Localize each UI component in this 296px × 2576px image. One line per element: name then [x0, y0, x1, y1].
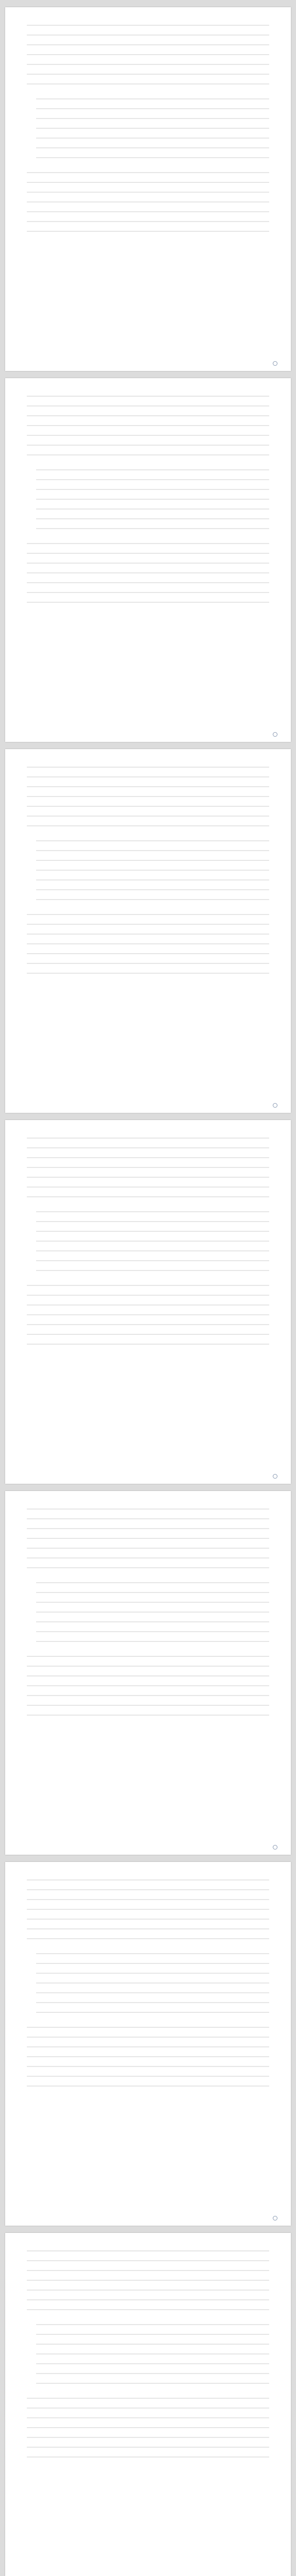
body-paragraph: [27, 1138, 269, 1206]
body-paragraph: [36, 1582, 269, 1651]
watermark-logo-icon: [273, 2216, 277, 2221]
body-paragraph: [27, 914, 269, 982]
watermark: [273, 1474, 279, 1479]
page-body: [27, 2250, 269, 2567]
watermark-logo-icon: [273, 1103, 277, 1108]
page-body: [27, 1879, 269, 2196]
watermark: [273, 361, 279, 366]
page-body: [27, 1509, 269, 1825]
body-paragraph: [27, 2027, 269, 2095]
page-body: [27, 396, 269, 712]
watermark: [273, 2216, 279, 2221]
watermark: [273, 1103, 279, 1108]
watermark-logo-icon: [273, 732, 277, 737]
watermark-logo-icon: [273, 361, 277, 366]
document-page: [5, 749, 291, 1113]
document-page: [5, 7, 291, 371]
document-page: [5, 1120, 291, 1484]
body-paragraph: [36, 1953, 269, 2022]
document-pages: [0, 7, 296, 2576]
body-paragraph: [27, 1656, 269, 1724]
page-body: [27, 767, 269, 1083]
watermark: [273, 1845, 279, 1850]
body-paragraph: [27, 396, 269, 464]
document-page: [5, 1491, 291, 1855]
watermark-logo-icon: [273, 1474, 277, 1479]
document-page: [5, 2233, 291, 2576]
body-paragraph: [27, 2398, 269, 2466]
body-paragraph: [27, 543, 269, 612]
body-paragraph: [36, 98, 269, 167]
body-paragraph: [27, 2250, 269, 2319]
body-paragraph: [27, 767, 269, 835]
body-paragraph: [27, 1509, 269, 1577]
watermark: [273, 732, 279, 737]
body-paragraph: [36, 1211, 269, 1280]
page-body: [27, 1138, 269, 1454]
document-page: [5, 378, 291, 742]
body-paragraph: [27, 1879, 269, 1948]
watermark-logo-icon: [273, 1845, 277, 1850]
body-paragraph: [36, 469, 269, 538]
body-paragraph: [27, 1285, 269, 1353]
body-paragraph: [27, 172, 269, 241]
page-body: [27, 25, 269, 341]
body-paragraph: [36, 2324, 269, 2393]
document-page: [5, 1862, 291, 2226]
body-paragraph: [27, 25, 269, 93]
body-paragraph: [36, 840, 269, 909]
